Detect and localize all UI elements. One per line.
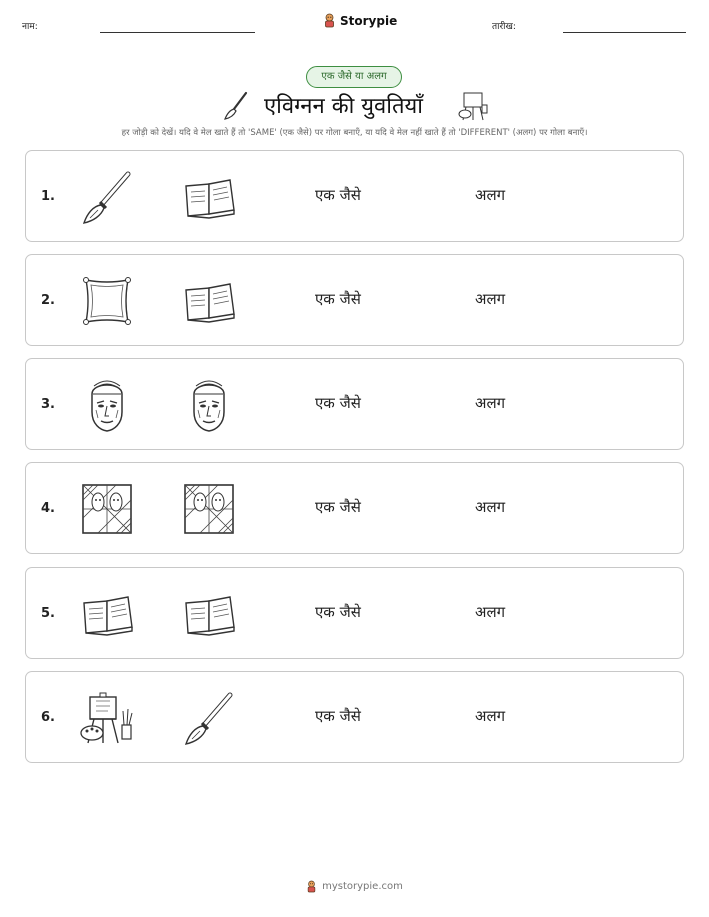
option-same[interactable]: एक जैसे xyxy=(315,498,361,516)
option-different[interactable]: अलग xyxy=(475,186,506,204)
easel-palette-icon xyxy=(78,689,136,747)
brand-logo xyxy=(323,13,397,28)
easel-palette-icon xyxy=(457,90,489,122)
paintbrush-icon xyxy=(222,91,250,121)
option-same[interactable]: एक जैसे xyxy=(315,394,361,412)
book-icon xyxy=(180,585,238,643)
storypie-mascot-icon xyxy=(306,880,317,893)
paintbrush-icon xyxy=(180,689,238,747)
name-field[interactable] xyxy=(100,32,255,33)
option-different[interactable]: अलग xyxy=(475,290,506,308)
question-number: 4. xyxy=(41,501,55,516)
canvas-frame-icon xyxy=(78,272,136,330)
option-same[interactable]: एक जैसे xyxy=(315,707,361,725)
option-different[interactable]: अलग xyxy=(475,394,506,412)
option-different[interactable]: अलग xyxy=(475,498,506,516)
question-number: 3. xyxy=(41,397,55,412)
option-same[interactable]: एक जैसे xyxy=(315,290,361,308)
cubist-faces-icon xyxy=(78,480,136,538)
paintbrush-icon xyxy=(78,168,136,226)
book-icon xyxy=(180,272,238,330)
question-number: 2. xyxy=(41,293,55,308)
page-title: एविग्नन की युवतियाँ xyxy=(264,94,423,119)
question-row-3 xyxy=(25,358,684,450)
cubist-faces-icon xyxy=(180,480,238,538)
question-number: 6. xyxy=(41,710,55,725)
date-label: तारीख: xyxy=(492,22,516,32)
mask-icon xyxy=(180,376,238,434)
question-number: 1. xyxy=(41,189,55,204)
book-icon xyxy=(180,168,238,226)
question-row-1 xyxy=(25,150,684,242)
question-row-4 xyxy=(25,462,684,554)
question-number: 5. xyxy=(41,606,55,621)
storypie-mascot-icon xyxy=(323,13,336,28)
brand-name: Storypie xyxy=(340,13,398,28)
question-row-5 xyxy=(25,567,684,659)
option-same[interactable]: एक जैसे xyxy=(315,186,361,204)
worksheet-type-badge: एक जैसे या अलग xyxy=(306,66,402,88)
title-row xyxy=(0,88,709,124)
footer-url[interactable]: mystorypie.com xyxy=(322,881,403,892)
option-different[interactable]: अलग xyxy=(475,707,506,725)
date-field[interactable] xyxy=(563,32,686,33)
option-different[interactable]: अलग xyxy=(475,603,506,621)
question-row-6 xyxy=(25,671,684,763)
footer xyxy=(0,880,709,893)
mask-icon xyxy=(78,376,136,434)
book-icon xyxy=(78,585,136,643)
instructions: हर जोड़ी को देखें। यदि वे मेल खाते हैं तो 'SAME' (एक जैसे) पर गोला बनाएँ, या यदि वे मेल नहीं खाते हैं तो 'DIFFERENT' (अलग) पर गोला बनाएँ। xyxy=(121,128,588,138)
name-label: नाम: xyxy=(22,22,38,32)
option-same[interactable]: एक जैसे xyxy=(315,603,361,621)
question-row-2 xyxy=(25,254,684,346)
